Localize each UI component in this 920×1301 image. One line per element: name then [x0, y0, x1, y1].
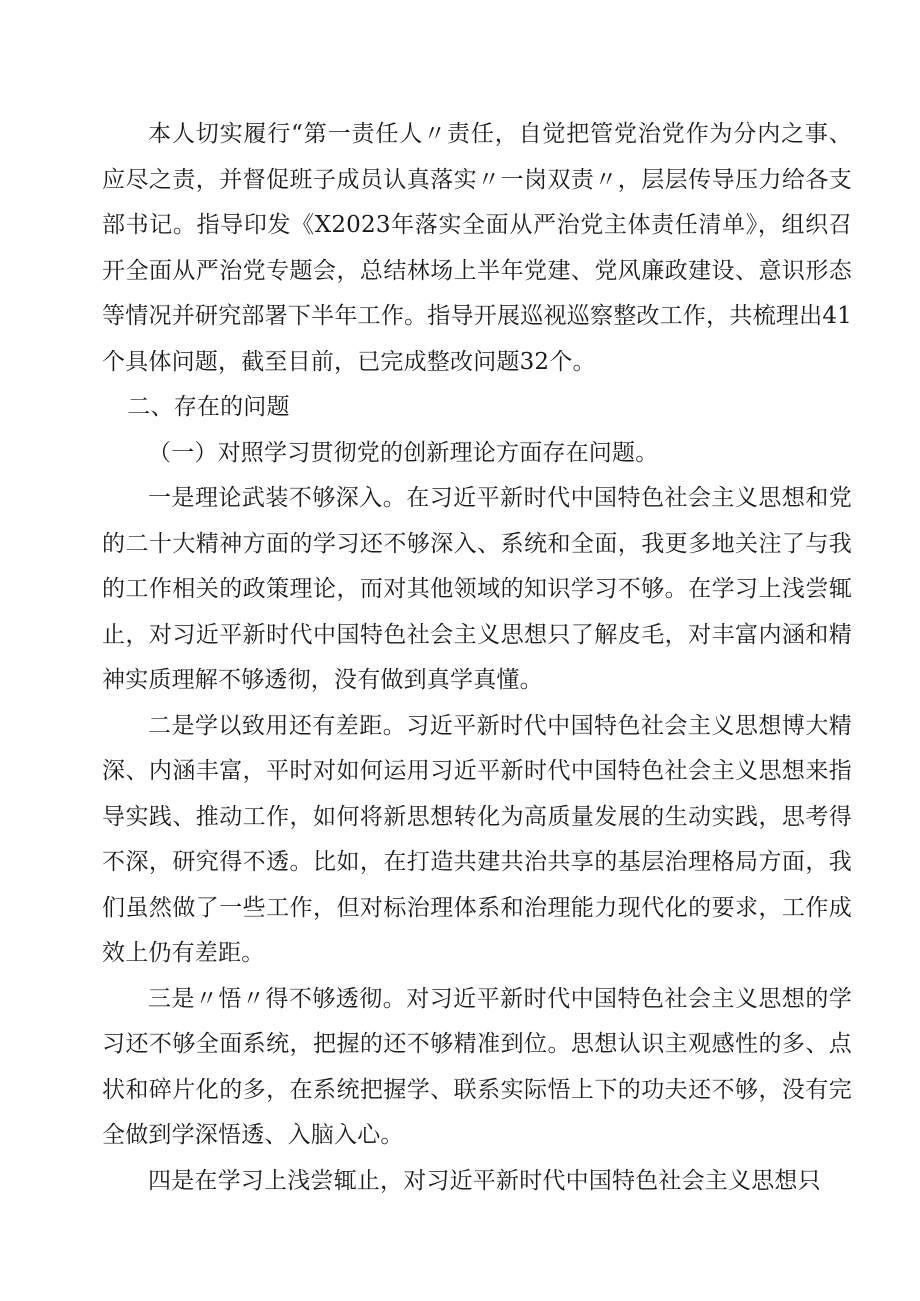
paragraph-point-four: 四是在学习上浅尝辄止，对习近平新时代中国特色社会主义思想只: [148, 1167, 821, 1194]
paragraph-responsibility: 本人切实履行“第一责任人〃责任，自觉把管党治党作为分内之事、应尽之责，并督促班子成员认真落实〃一岗双责〃，层层传导压力给各支部书记。指导印发《X2023年落实全面从严治党主体责任清单》，组织召开全面从严治党专题会，总结林场上半年党建、党风廉政建设、意识形态等情况并研究部署下半年工作。指导开展巡视巡察整改工作，共梳理出41个具体问题，截至目前，已完成整改问题32个。: [102, 121, 852, 375]
document-body: [102, 112, 852, 1204]
section-heading-problems: 二、存在的问题: [127, 394, 290, 420]
paragraph-point-three: 三是〃悟〃得不够透彻。对习近平新时代中国特色社会主义思想的学习还不够全面系统，把握的还不够精准到位。思想认识主观感性的多、点状和碎片化的多，在系统把握学、联系实际悟上下的功夫还不够，没有完全做到学深悟透、入脑入心。: [102, 985, 852, 1148]
paragraph-point-one: 一是理论武装不够深入。在习近平新时代中国特色社会主义思想和党的二十大精神方面的学习还不够深入、系统和全面，我更多地关注了与我的工作相关的政策理论，而对其他领域的知识学习不够。在学习上浅尝辄止，对习近平新时代中国特色社会主义思想只了解皮毛，对丰富内涵和精神实质理解不够透彻，没有做到真学真懂。: [102, 485, 852, 693]
subsection-heading-theory: （一）对照学习贯彻党的创新理论方面存在问题。: [148, 439, 659, 466]
paragraph-point-two: 二是学以致用还有差距。习近平新时代中国特色社会主义思想博大精深、内涵丰富，平时对如何运用习近平新时代中国特色社会主义思想来指导实践、推动工作，如何将新思想转化为高质量发展的生动实践，思考得不深，研究得不透。比如，在打造共建共治共享的基层治理格局方面，我们虽然做了一些工作，但对标治理体系和治理能力现代化的要求，工作成效上仍有差距。: [102, 712, 852, 966]
